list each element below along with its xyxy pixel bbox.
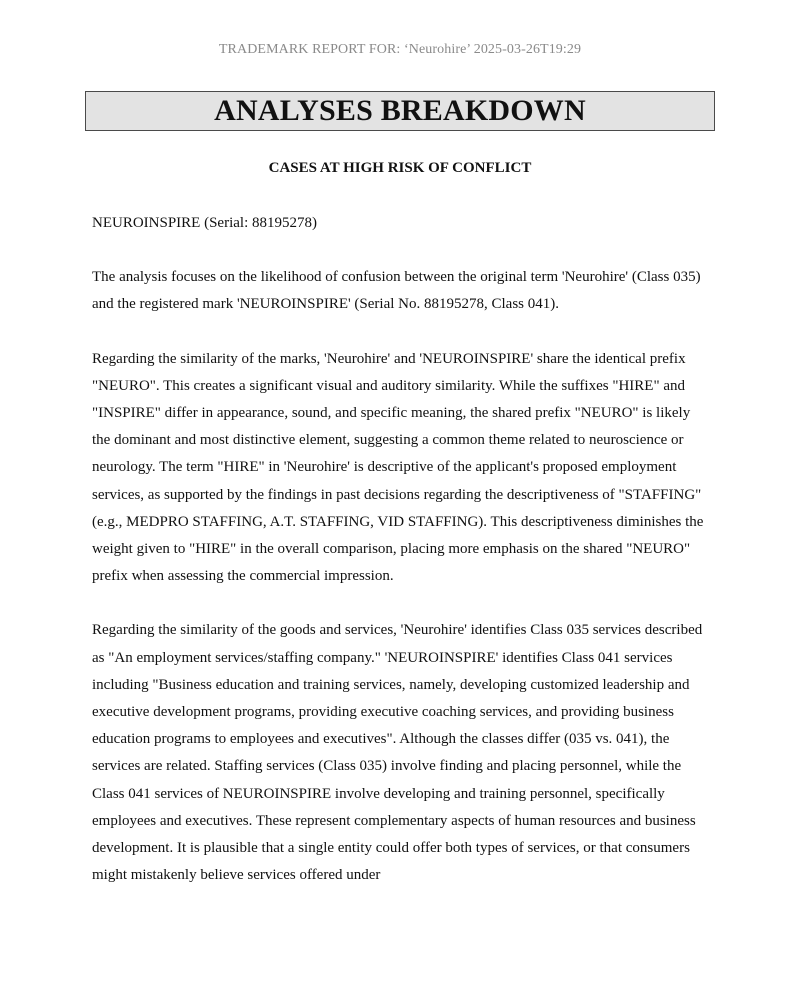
case-label: NEUROINSPIRE (Serial: 88195278) — [92, 215, 317, 231]
analysis-paragraph: The analysis focuses on the likelihood of confusion between the original term 'Neurohire' (Class 035) and the registered mark 'NEUROINSPIRE' (Serial No. 88195278, Class 041). — [92, 269, 701, 313]
report-body — [92, 210, 712, 916]
report-header: TRADEMARK REPORT FOR: ‘Neurohire’ 2025-03-26T19:29 — [218, 42, 582, 57]
page-title: ANALYSES BREAKDOWN — [214, 94, 586, 127]
section-heading: CASES AT HIGH RISK OF CONFLICT — [268, 160, 532, 176]
marks-similarity-paragraph: Regarding the similarity of the marks, 'Neurohire' and 'NEUROINSPIRE' share the identical prefix "NEURO". This creates a significant visual and auditory similarity. While the suffixes "HIRE" and "INSPIRE" differ in appearance, sound, and specific meaning, the shared prefix "NEURO" is likely the dominant and most distinctive element, suggesting a common theme related to neuroscience or neurology. The term "HIRE" in 'Neurohire' is descriptive of the applicant's proposed employment services, as supported by the findings in past decisions regarding the descriptiveness of "STAFFING" (e.g., MEDPRO STAFFING, A.T. STAFFING, VID STAFFING). This descriptiveness diminishes the weight given to "HIRE" in the overall comparison, placing more emphasis on the shared "NEURO" prefix when assessing the commercial impression. — [92, 350, 704, 585]
title-banner — [85, 91, 715, 131]
services-similarity-paragraph: Regarding the similarity of the goods and services, 'Neurohire' identifies Class 035 services described as "An employment services/staffing company." 'NEUROINSPIRE' identifies Class 041 services including "Business education and training services, namely, developing customized leadership and executive development programs, providing executive coaching services, and providing business education programs to employees and executives". Although the classes differ (035 vs. 041), the services are related. Staffing services (Class 035) involve finding and placing personnel, while the Class 041 services of NEUROINSPIRE involve developing and training personnel, specifically employees and executives. These represent complementary aspects of human resources and business development. It is plausible that a single entity could offer both types of services, or that consumers might mistakenly believe services offered under — [92, 622, 703, 884]
